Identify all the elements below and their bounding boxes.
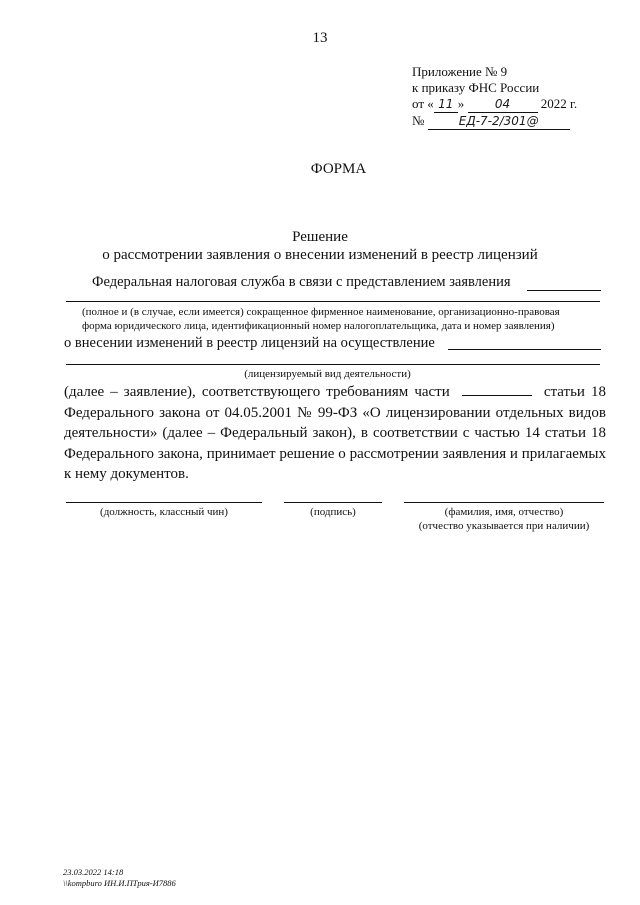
position-caption: (должность, классный чин) <box>100 506 228 518</box>
changes-statement: о внесении изменений в реестр лицензий на осуществление <box>64 335 435 351</box>
org-fill-line <box>66 301 600 302</box>
appendix-order: к приказу ФНС России <box>412 80 540 95</box>
page-number: 13 <box>312 30 328 46</box>
activity-fill-line-2 <box>66 364 600 365</box>
name-caption: (фамилия, имя, отчество) <box>444 506 564 518</box>
date-year: 2022 г. <box>540 96 578 111</box>
handwritten-month: 04 <box>468 96 538 113</box>
date-mid: » <box>457 96 465 111</box>
hint-activity: (лицензируемый вид деятельности) <box>244 368 411 380</box>
handwritten-number: ЕД-7-2/301@ <box>428 113 570 130</box>
paragraph-part-2: статьи 18 Федерального закона от 04.05.2001 № 99-ФЗ «О лицензировании отдельных видов деятельности» (далее – Федеральный закон), в соответствии с частью 14 статьи 18 Федерального закона, принимает решение о рассмотрении заявления и прилагаемых к нему документов. <box>64 384 606 482</box>
article-part-fill-line <box>462 383 532 396</box>
decision-title: Решение <box>292 229 348 245</box>
footer-path: \\kompburo ИН.И.ПТрия-И7886 <box>63 878 176 888</box>
signature-caption: (подпись) <box>310 506 356 518</box>
main-paragraph <box>64 382 606 485</box>
appendix-number <box>412 113 577 130</box>
date-prefix: от « <box>412 96 434 111</box>
number-prefix: № <box>412 113 425 128</box>
appendix-title: Приложение № 9 <box>412 64 508 79</box>
applicant-fill-line <box>527 290 601 291</box>
hint-organization-1: (полное и (в случае, если имеется) сокращенное фирменное наименование, организационно-правовая <box>82 306 560 318</box>
signature-line <box>284 502 382 503</box>
hint-organization-2: форма юридического лица, идентификационный номер налогоплательщика, дата и номер заявления) <box>82 320 555 332</box>
form-title: ФОРМА <box>310 161 367 177</box>
activity-fill-line <box>448 349 601 350</box>
position-signature-line <box>66 502 262 503</box>
paragraph-part-1: (далее – заявление), соответствующего требованиям части <box>64 384 450 400</box>
appendix-block <box>412 64 577 130</box>
name-note-caption: (отчество указывается при наличии) <box>418 520 590 532</box>
footer-timestamp: 23.03.2022 14:18 <box>63 867 124 877</box>
appendix-date <box>412 96 577 113</box>
name-signature-line <box>404 502 604 503</box>
decision-subtitle: о рассмотрении заявления о внесении изменений в реестр лицензий <box>102 247 538 263</box>
handwritten-day: 11 <box>434 96 458 113</box>
fns-statement: Федеральная налоговая служба в связи с представлением заявления <box>92 274 511 290</box>
